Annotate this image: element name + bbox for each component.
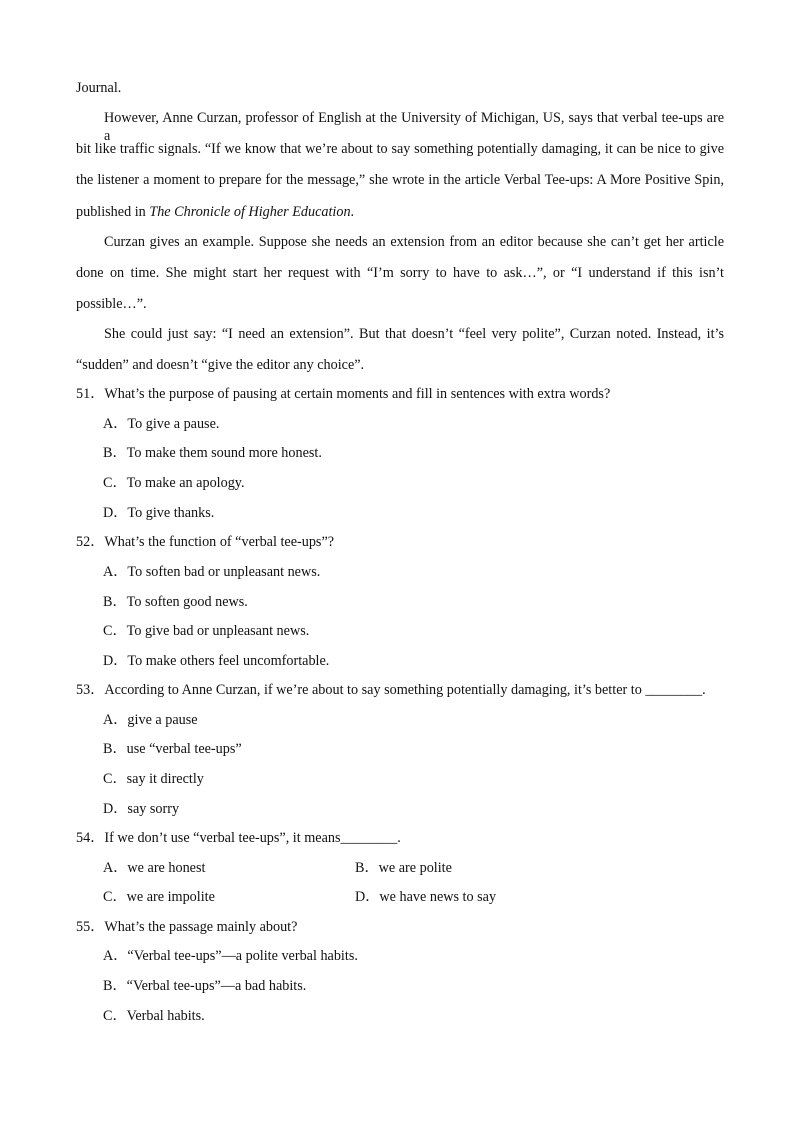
answer-option: D．To give thanks. [103,505,215,521]
answer-option: B．To soften good news. [103,594,248,610]
answer-option: C．say it directly [103,771,204,787]
passage-line: Journal. [76,80,122,96]
passage-line: “sudden” and doesn’t “give the editor any choice”. [76,357,365,373]
answer-option: B．To make them sound more honest. [103,445,322,461]
question-stem: 54．If we don’t use “verbal tee-ups”, it means________. [76,830,401,846]
journal-title: The Chronicle of Higher Education [149,204,351,220]
passage-line: bit like traffic signals. “If we know that we’re about to say something potentially damaging, it can be nice to give [76,141,724,157]
answer-option: D．we have news to say [355,889,497,905]
answer-option: D．say sorry [103,801,180,817]
question-stem: 55．What’s the passage mainly about? [76,919,298,935]
answer-option: A．“Verbal tee-ups”—a polite verbal habits. [103,948,358,964]
passage-text: published in [76,204,150,220]
passage-line: However, Anne Curzan, professor of English at the University of Michigan, US, says that verbal tee-ups are a [104,110,724,144]
question-stem: 53．According to Anne Curzan, if we’re about to say something potentially damaging, it’s better to ________. [76,682,706,698]
passage-line [76,203,354,221]
answer-option: D．To make others feel uncomfortable. [103,653,330,669]
passage-line: She could just say: “I need an extension”. But that doesn’t “feel very polite”, Curzan noted. Instead, it’s [104,326,724,342]
passage-line: possible…”. [76,296,147,312]
answer-option: C．Verbal habits. [103,1008,205,1024]
question-stem: 51．What’s the purpose of pausing at certain moments and fill in sentences with extra words? [76,386,611,402]
answer-option: B．we are polite [355,860,452,876]
answer-option: A．To soften bad or unpleasant news. [103,564,321,580]
answer-option: C．To make an apology. [103,475,245,491]
answer-option: A．give a pause [103,712,198,728]
answer-option: C．To give bad or unpleasant news. [103,623,310,639]
answer-option: A．we are honest [103,860,206,876]
passage-line: the listener a moment to prepare for the message,” she wrote in the article Verbal Tee-ups: A More Positive Spin, [76,172,724,188]
passage-text: . [350,204,355,220]
answer-option: B．“Verbal tee-ups”—a bad habits. [103,978,307,994]
answer-option: A．To give a pause. [103,416,220,432]
passage-line: done on time. She might start her request with “I’m sorry to have to ask…”, or “I understand if this isn’t [76,265,724,281]
answer-option: C．we are impolite [103,889,215,905]
answer-option: B．use “verbal tee-ups” [103,741,242,757]
passage-line: Curzan gives an example. Suppose she needs an extension from an editor because she can’t get her article [104,234,724,250]
question-stem: 52．What’s the function of “verbal tee-ups”? [76,534,335,550]
